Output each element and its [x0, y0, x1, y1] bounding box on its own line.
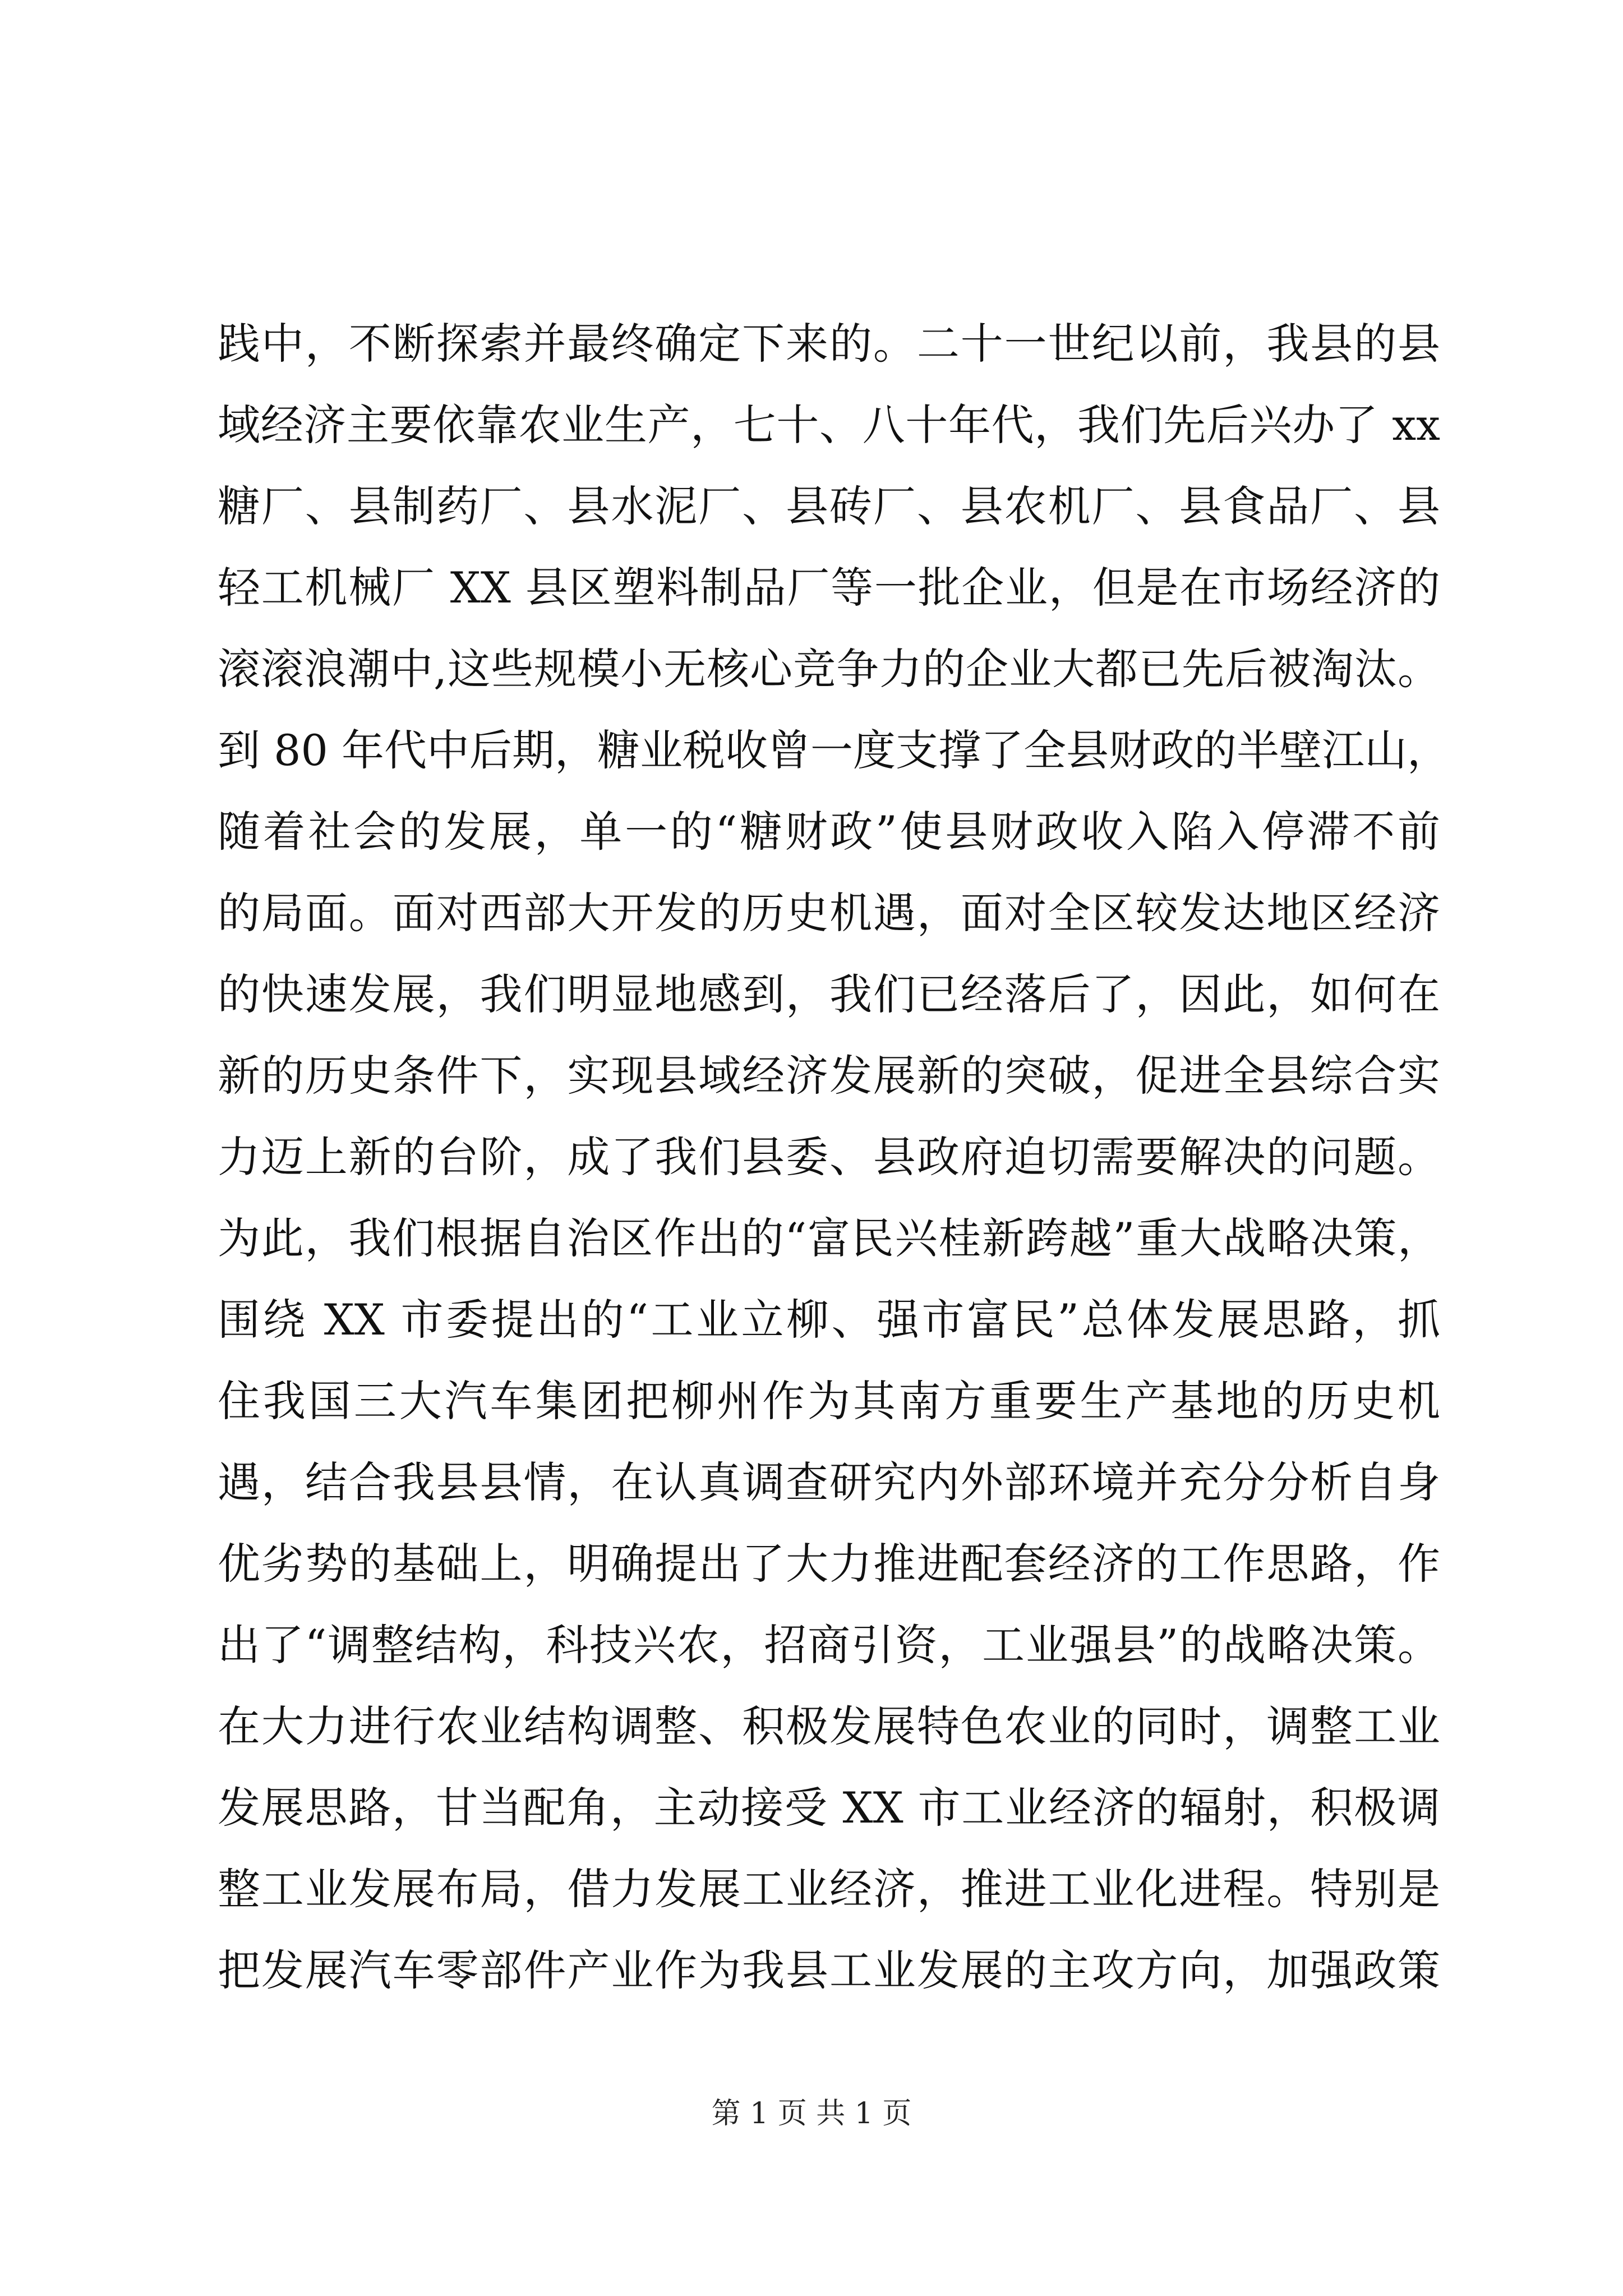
page-footer	[0, 2090, 1623, 2132]
text-line: 到 80 年代中后期，糖业税收曾一度支撑了全县财政的半壁江山，	[218, 725, 1450, 775]
text-line: 力迈上新的台阶，成了我们县委、县政府迫切需要解决的问题。	[218, 1132, 1440, 1182]
text-line: 出了“调整结构，科技兴农，招商引资，工业强县”的战略决策。	[218, 1620, 1440, 1670]
text-line: 发展思路，甘当配角，主动接受 XX 市工业经济的辐射，积极调	[218, 1783, 1440, 1833]
text-line: 的局面。面对西部大开发的历史机遇，面对全区较发达地区经济	[218, 888, 1440, 938]
text-line: 滚滚浪潮中,这些规模小无核心竞争力的企业大都已先后被淘汰。	[218, 644, 1440, 694]
text-line: 把发展汽车零部件产业作为我县工业发展的主攻方向，加强政策	[218, 1945, 1440, 1995]
page-number-label: 第 1 页 共 1 页	[711, 2097, 912, 2131]
text-line: 围绕 XX 市委提出的“工业立柳、强市富民”总体发展思路，抓	[218, 1295, 1440, 1345]
text-line: 的快速发展，我们明显地感到，我们已经落后了，因此，如何在	[218, 969, 1440, 1019]
body-text	[218, 303, 1450, 2011]
text-line: 为此，我们根据自治区作出的“富民兴桂新跨越”重大战略决策，	[218, 1213, 1440, 1263]
text-line: 优劣势的基础上，明确提出了大力推进配套经济的工作思路，作	[218, 1539, 1440, 1589]
text-line: 新的历史条件下，实现县域经济发展新的突破，促进全县综合实	[218, 1051, 1440, 1101]
text-line: 糖厂、县制药厂、县水泥厂、县砖厂、县农机厂、县食品厂、县	[218, 481, 1440, 531]
text-line: 践中，不断探索并最终确定下来的。二十一世纪以前，我县的县	[218, 319, 1440, 369]
text-line: 在大力进行农业结构调整、积极发展特色农业的同时，调整工业	[218, 1701, 1440, 1751]
text-line: 轻工机械厂 XX 县区塑料制品厂等一批企业，但是在市场经济的	[218, 563, 1440, 613]
text-line: 整工业发展布局，借力发展工业经济，推进工业化进程。特别是	[218, 1864, 1440, 1914]
text-line: 住我国三大汽车集团把柳州作为其南方重要生产基地的历史机	[218, 1376, 1440, 1426]
text-line: 随着社会的发展，单一的“糖财政”使县财政收入陷入停滞不前	[218, 807, 1440, 857]
text-line: 域经济主要依靠农业生产，七十、八十年代，我们先后兴办了 xx	[218, 400, 1440, 450]
text-line: 遇，结合我县县情，在认真调查研究内外部环境并充分分析自身	[218, 1457, 1440, 1507]
